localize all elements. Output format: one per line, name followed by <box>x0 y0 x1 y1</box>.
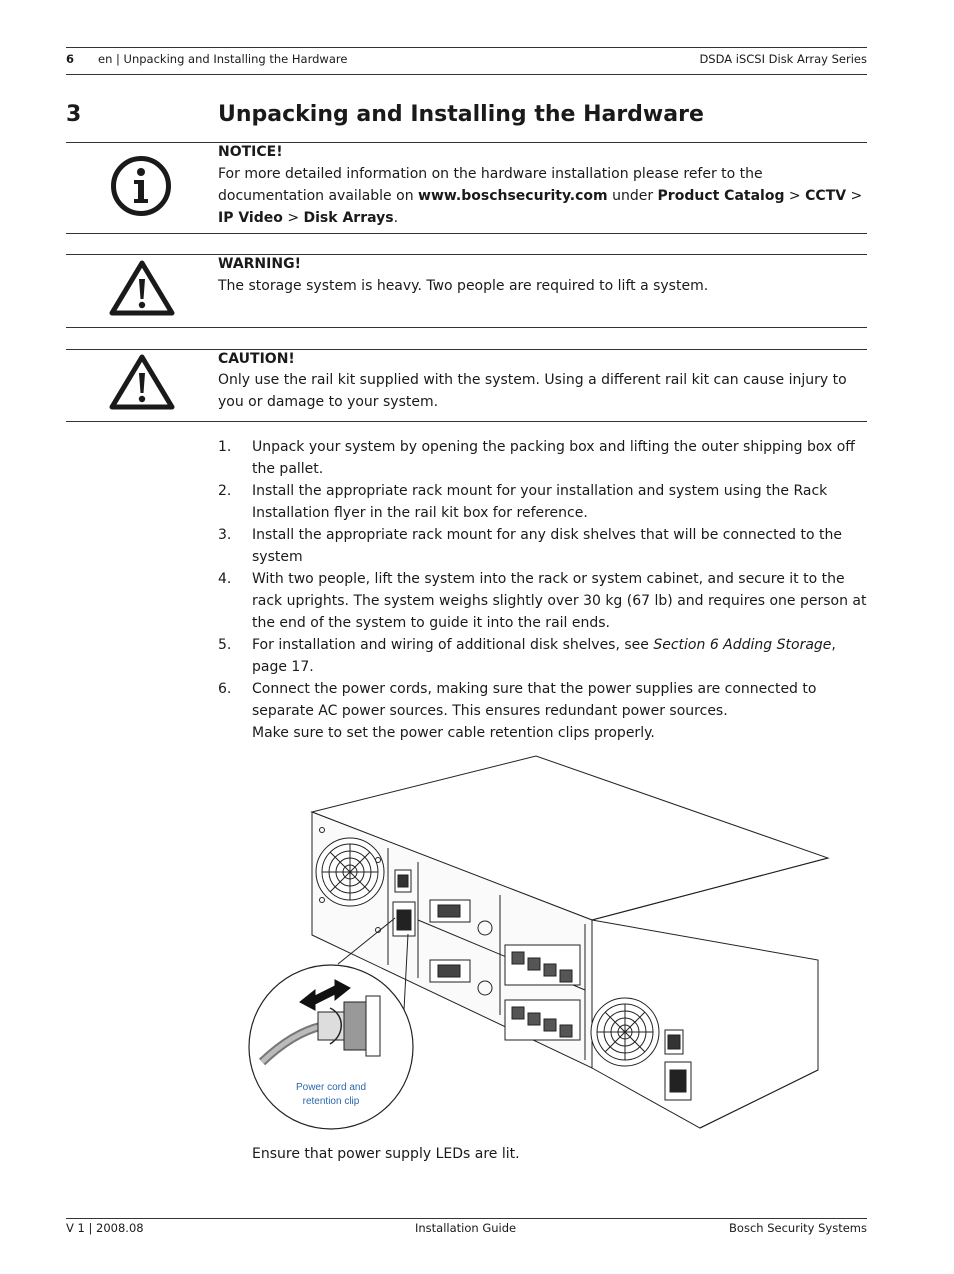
footer-company: Bosch Security Systems <box>729 1221 867 1235</box>
caution-heading: CAUTION! <box>218 351 295 367</box>
caution-top-rule <box>66 349 867 350</box>
header-top-rule <box>66 47 867 48</box>
notice-path-cctv: CCTV <box>805 188 847 204</box>
chapter-title: Unpacking and Installing the Hardware <box>218 102 704 127</box>
notice-path-separator: > <box>784 188 806 204</box>
warning-text: The storage system is heavy. Two people are required to lift a system. <box>218 278 709 294</box>
rear-panel-figure <box>240 752 830 1140</box>
notice-text-part1: For more detailed information on the hardware installation please refer to the documentation available on <box>218 166 763 204</box>
list-item: 2. Install the appropriate rack mount for your installation and system using the Rack Installation flyer in the rail kit box for reference. <box>218 483 828 521</box>
notice-link[interactable]: www.boschsecurity.com <box>418 188 608 204</box>
notice-path-product-catalog: Product Catalog <box>657 188 785 204</box>
caution-text: Only use the rail kit supplied with the system. Using a different rail kit can cause injury to you or damage to your system. <box>218 372 847 410</box>
notice-bottom-rule <box>66 233 867 234</box>
caution-bottom-rule <box>66 421 867 422</box>
warning-top-rule <box>66 254 867 255</box>
info-icon <box>110 155 172 217</box>
list-item: 4. With two people, lift the system into the rack or system cabinet, and secure it to the rack uprights. The system weighs slightly over 30 kg (67 lb) and requires one person at the end of the system to guide it into the rail ends. <box>218 571 867 631</box>
notice-path-separator: > <box>846 188 863 204</box>
page-number: 6 <box>66 52 75 66</box>
header-bottom-rule <box>66 74 867 75</box>
list-item: 1. Unpack your system by opening the packing box and lifting the outer shipping box off the pallet. <box>218 439 855 477</box>
notice-path-ip-video: IP Video <box>218 210 283 226</box>
notice-text-part2: under <box>607 188 658 204</box>
notice-heading: NOTICE! <box>218 144 283 160</box>
footer-version: V 1 | 2008.08 <box>66 1221 144 1235</box>
notice-end: . <box>393 210 399 226</box>
section-reference[interactable]: Section 6 Adding Storage <box>653 637 832 653</box>
running-header-section: en | Unpacking and Installing the Hardware <box>98 52 348 66</box>
chapter-number: 3 <box>66 102 82 127</box>
warning-triangle-icon <box>108 258 176 318</box>
notice-top-rule <box>66 142 867 143</box>
figure-caption-line2: retention clip <box>302 1096 360 1107</box>
notice-path-separator: > <box>282 210 304 226</box>
footer-doc-type: Installation Guide <box>415 1221 517 1235</box>
warning-triangle-icon <box>108 352 176 412</box>
notice-text <box>218 163 868 229</box>
figure-caption-line1: Power cord and <box>295 1082 367 1093</box>
running-header-product: DSDA iSCSI Disk Array Series <box>699 52 867 66</box>
warning-heading: WARNING! <box>218 256 301 272</box>
after-figure-text: Ensure that power supply LEDs are lit. <box>252 1146 520 1162</box>
installation-steps-list <box>218 436 868 744</box>
warning-bottom-rule <box>66 327 867 328</box>
list-item: 6. Connect the power cords, making sure that the power supplies are connected to separate AC power sources. This ensures redundant power sources. Make sure to set the power cable retention clips properly. <box>218 681 817 741</box>
list-item: 5. For installation and wiring of additional disk shelves, see Section 6 Adding Storage, page 17. <box>218 637 836 675</box>
notice-path-disk-arrays: Disk Arrays <box>303 210 394 226</box>
footer-rule <box>66 1218 867 1219</box>
list-item: 3. Install the appropriate rack mount for any disk shelves that will be connected to the system <box>218 527 842 565</box>
